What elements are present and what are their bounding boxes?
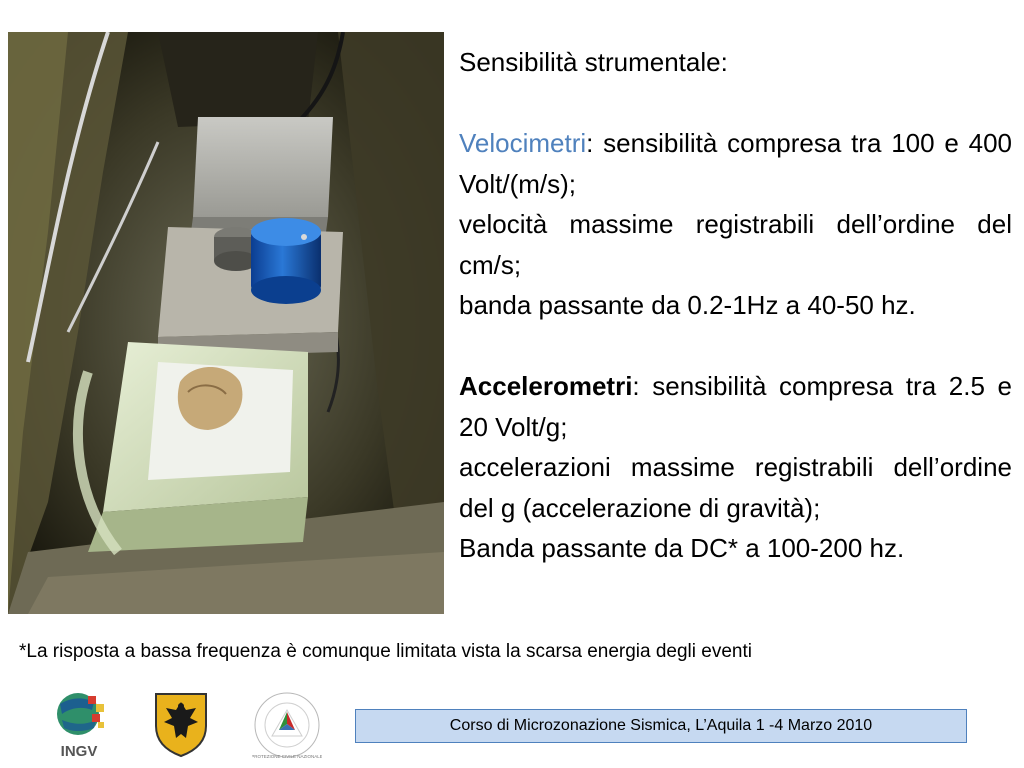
velocimetri-line-2: velocità massime registrabili dell’ordine del cm/s; — [459, 209, 1012, 280]
course-title-box — [355, 709, 967, 743]
accelerometri-keyword: Accelerometri — [459, 371, 633, 401]
velocimetri-line-3: banda passante da 0.2-1Hz a 40-50 hz. — [459, 290, 916, 320]
instrument-photo — [8, 32, 444, 614]
course-title: Corso di Microzonazione Sismica, L’Aquila 1 -4 Marzo 2010 — [449, 717, 873, 734]
protezione-civile-logo — [252, 690, 322, 760]
velocimetri-line-1: : sensibilità compresa tra 100 e 400 Volt/(m/s); — [459, 128, 1012, 199]
ingv-logo — [48, 690, 110, 762]
accelerometri-line-3: Banda passante da DC* a 100-200 hz. — [459, 533, 905, 563]
accelerometri-paragraph — [459, 366, 1012, 447]
accelerometri-line-1: : sensibilità compresa tra 2.5 e 20 Volt/g; — [459, 371, 1012, 442]
velocimetri-keyword: Velocimetri — [459, 128, 587, 158]
slide-heading: Sensibilità strumentale: — [459, 47, 728, 77]
crest-logo — [152, 690, 210, 758]
protezione-civile-logo-text: PROTEZIONE CIVILE NAZIONALE — [252, 754, 322, 759]
velocimetri-paragraph — [459, 123, 1012, 204]
footnote: *La risposta a bassa frequenza è comunque limitata vista la scarsa energia degli eventi — [19, 641, 752, 662]
instrument-sensitivity-text — [459, 42, 1012, 569]
ingv-logo-text: INGV — [60, 743, 98, 760]
accelerometri-line-2: accelerazioni massime registrabili dell’ordine del g (accelerazione di gravità); — [459, 452, 1012, 523]
